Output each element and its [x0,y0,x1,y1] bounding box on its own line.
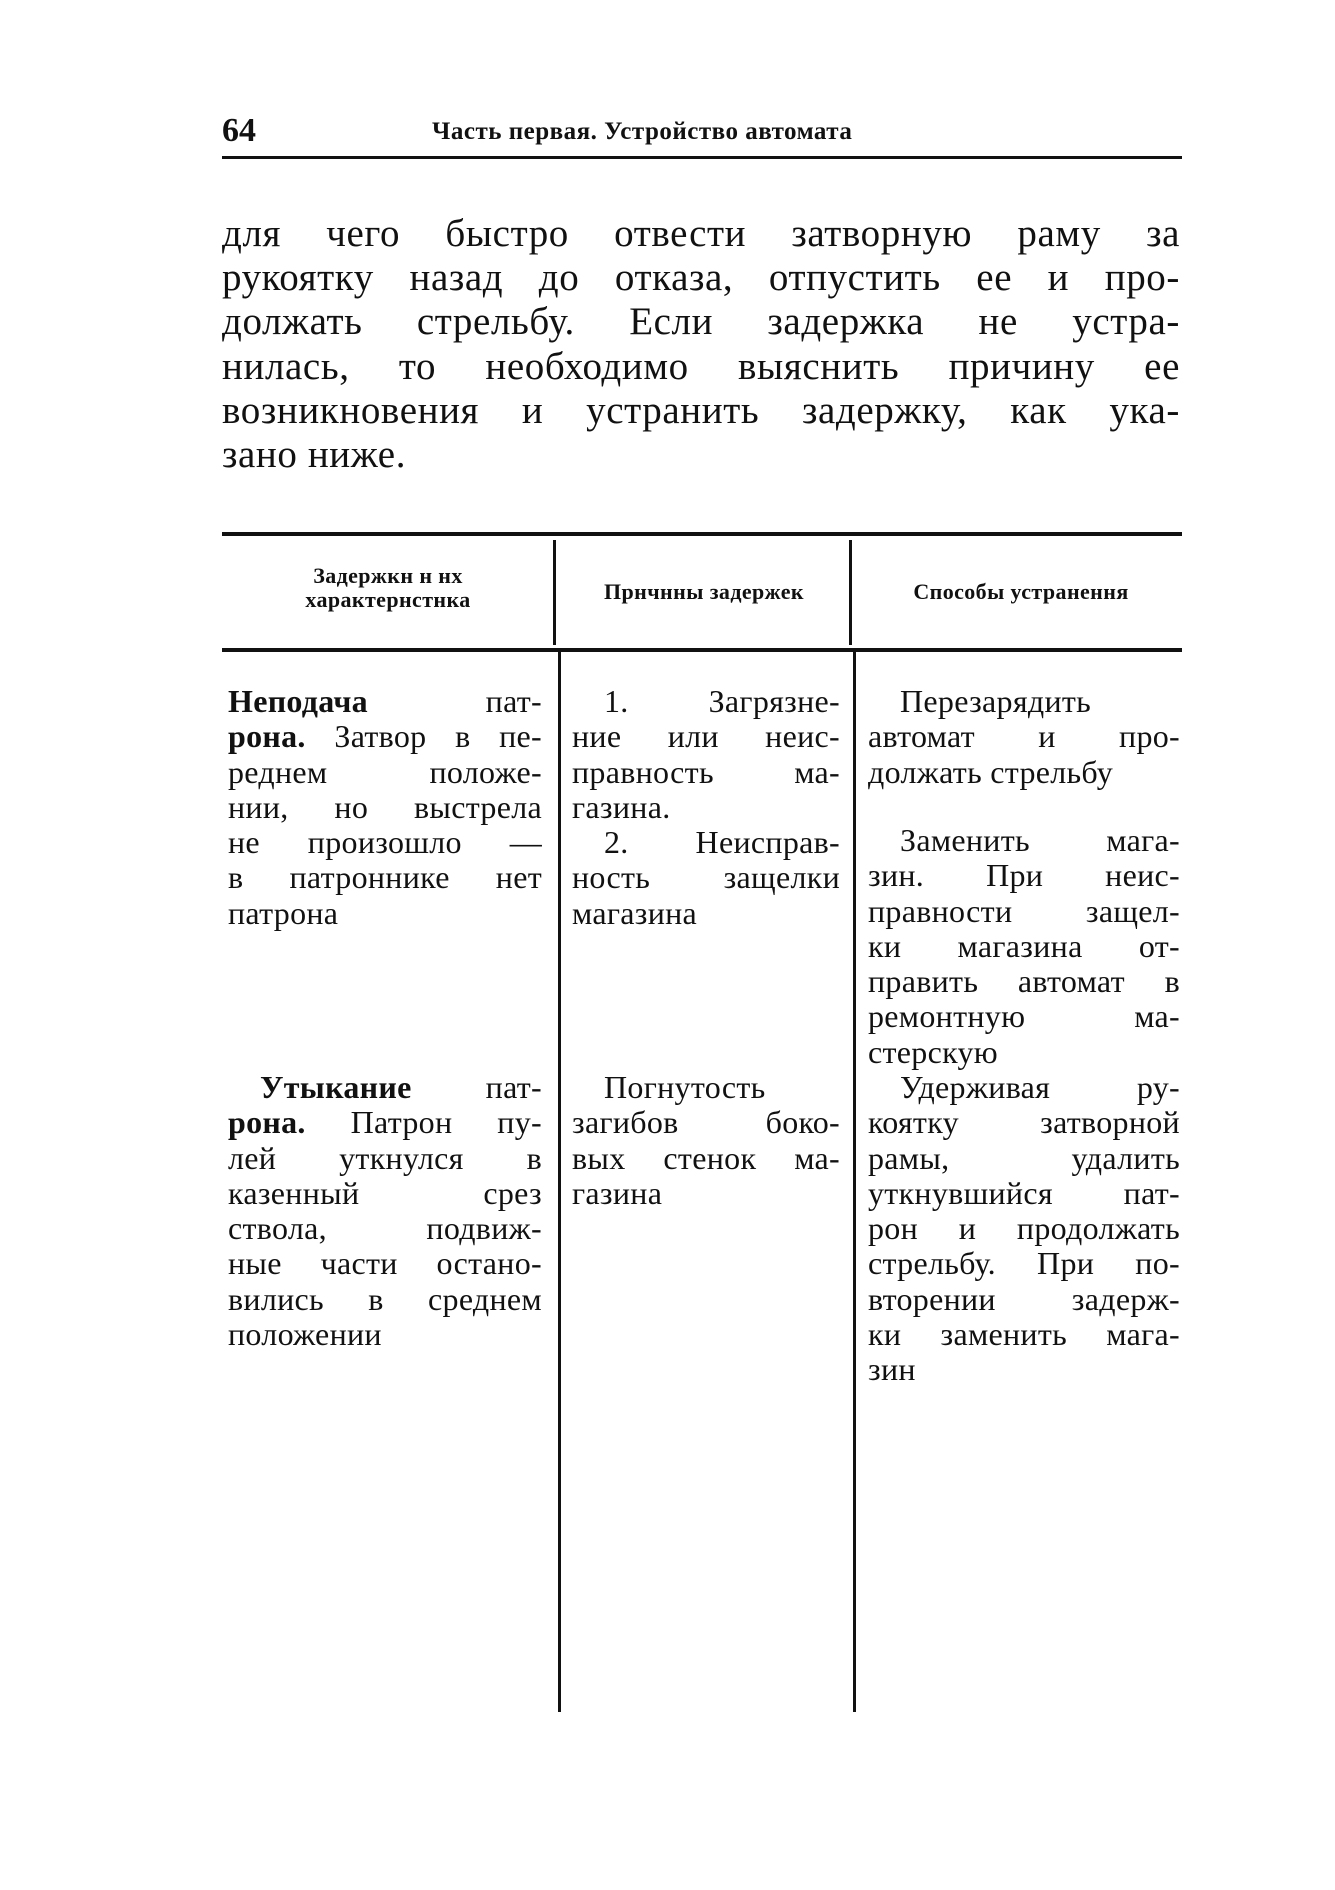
cell-line: Неподача пат- [228,683,542,719]
cell-line: вились в среднем [228,1280,542,1317]
column-divider [853,652,856,1712]
cell-line: зин [868,1351,916,1388]
table-header-causes: Прнчнны задержек [604,579,804,604]
term-bold: рона. [228,718,306,755]
cell-line: нии, но выстрела [228,788,542,825]
cell-line: должать стрельбу [868,753,1114,790]
paragraph-line: должать стрельбу. Если задержка не устра- [222,300,1180,344]
table-cell-remedy-1a [868,684,1180,790]
header-line: характернстнка [305,587,471,612]
table-top-rule [222,532,1182,536]
cell-line: реднем положе- [228,753,542,790]
cell-line: править автомат в [868,963,1180,1000]
running-title: Часть первая. Устройство автомата [432,118,853,145]
cell-line: рон и продолжать [868,1210,1180,1247]
cell-line: зин. При неис- [868,857,1180,894]
cell-line: уткнувшийся пат- [868,1174,1180,1211]
running-head [222,112,1182,158]
page-number: 64 [222,112,256,149]
table-cell-cause-1 [572,684,840,931]
cell-line: Погнутость [604,1069,766,1105]
cell-line: рона. Затвор в пе- [228,718,542,755]
cell-line: не произошло — [228,824,542,861]
cell-line: ствола, подвиж- [228,1210,542,1247]
cell-line: ки заменить мага- [868,1316,1180,1353]
cell-line: патрона [228,894,339,931]
cell-line: 2. Неисправ- [604,824,840,861]
cell-line: газина. [572,788,671,825]
cell-line: ремонтную ма- [868,998,1180,1035]
paragraph-line: возникновения и устранить задержку, как ука- [222,388,1180,432]
cell-line: Заменить мага- [900,822,1180,858]
cell-line: Утыкание пат- [260,1069,542,1105]
cell-line: автомат и про- [868,718,1180,755]
table-cell-remedy-2 [868,1070,1180,1388]
cell-line: ность защелки [572,859,840,896]
table-cell-delay-2 [228,1070,542,1352]
paragraph-line: зано ниже. [222,433,407,477]
paragraph-line: нилась, то необходимо выяснить причину ее [222,344,1180,388]
table-cell-remedy-1b [868,823,1180,1070]
paragraph-line: рукоятку назад до отказа, отпустить ее и про- [222,256,1180,300]
table-cell-cause-2 [572,1070,840,1211]
cell-line: ки магазина от- [868,927,1180,964]
header-column-divider [849,540,852,645]
term-bold: рона. [228,1104,306,1141]
term-bold: Утыкание [260,1069,412,1105]
header-line: Задержкн н нх [313,563,463,588]
body-paragraph [222,212,1180,477]
cell-line: Удерживая ру- [900,1069,1180,1105]
column-divider [558,652,561,1712]
cell-line: ные части остано- [228,1245,542,1282]
cell-line: правности защел- [868,892,1180,929]
cell-line: ние или неис- [572,718,840,755]
term-bold: Неподача [228,683,368,719]
cell-line: рона. Патрон пу- [228,1104,542,1141]
cell-line: коятку затворной [868,1104,1180,1141]
cell-line: правность ма- [572,753,840,790]
cell-line: магазина [572,894,698,931]
header-rule [222,156,1182,159]
cell-line: вторении задерж- [868,1280,1180,1317]
table-header-rule [222,648,1182,652]
cell-line: казенный срез [228,1174,542,1211]
cell-line: вых стенок ма- [572,1139,840,1176]
cell-line: в патроннике нет [228,859,542,896]
cell-line: рамы, удалить [868,1139,1180,1176]
table-cell-delay-1 [228,684,542,931]
cell-line: газина [572,1174,663,1211]
cell-line: положении [228,1316,382,1353]
table-header-remedies: Способы устранення [913,579,1129,604]
header-column-divider [553,540,556,645]
cell-line: лей уткнулся в [228,1139,542,1176]
cell-line: Перезарядить [900,683,1092,719]
table-header-delays [230,564,546,612]
paragraph-line: для чего быстро отвести затворную раму за [222,212,1180,255]
cell-line: загибов боко- [572,1104,840,1141]
cell-line: 1. Загрязне- [604,683,840,719]
cell-line: стерскую [868,1033,998,1070]
cell-line: стрельбу. При по- [868,1245,1180,1282]
